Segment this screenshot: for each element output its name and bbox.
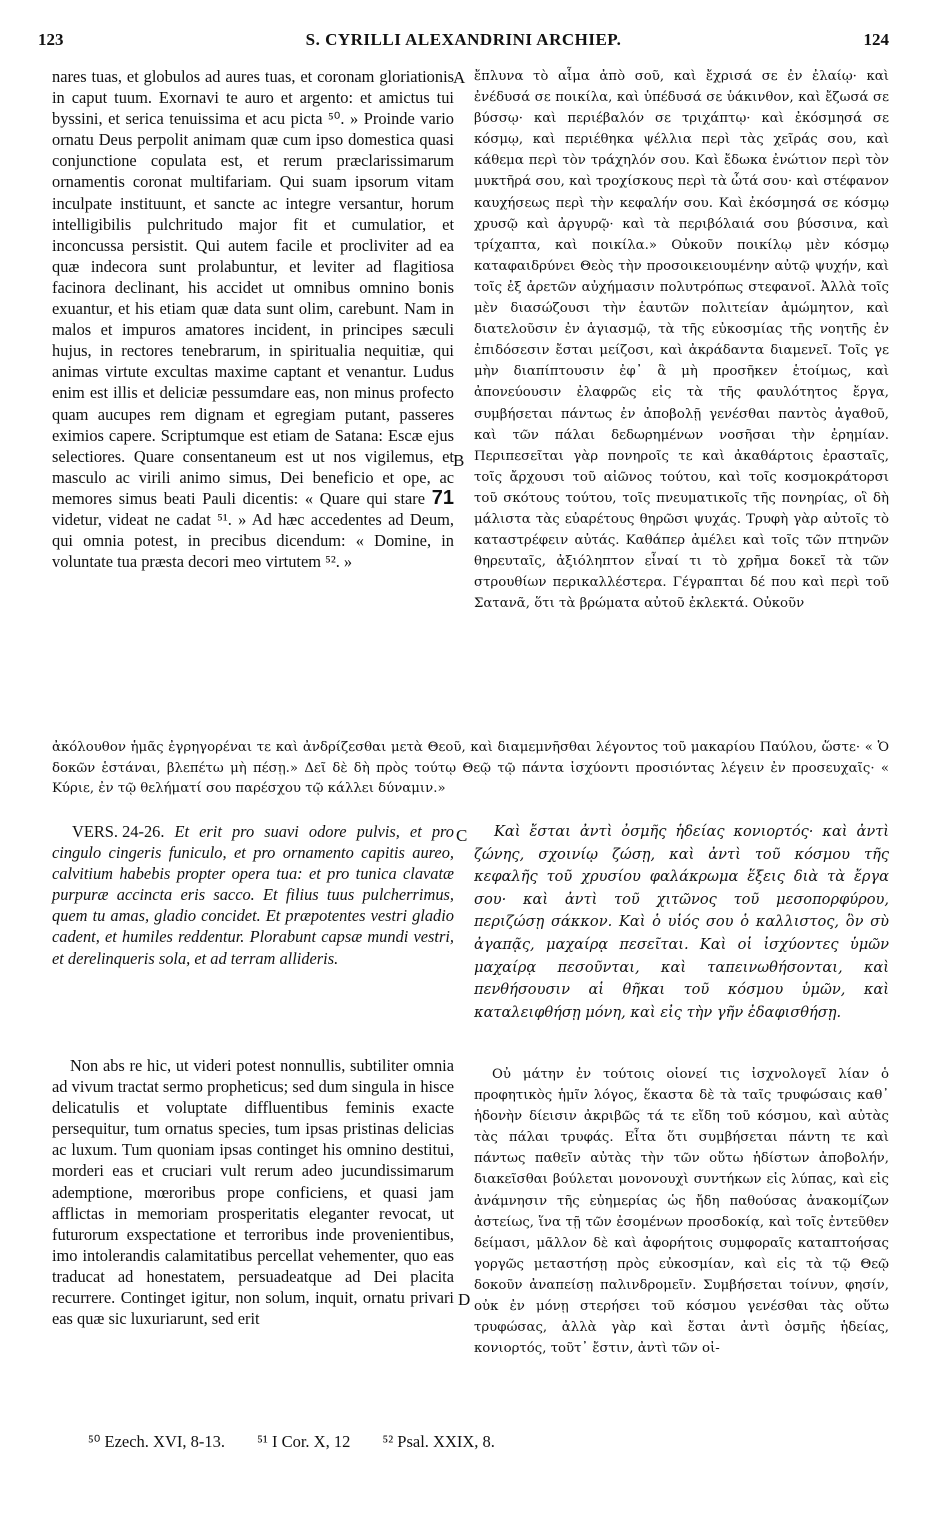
verse-label: VERS. 24-26. bbox=[72, 822, 165, 841]
greek-verse-column bbox=[474, 821, 889, 1024]
latin-column-bottom bbox=[52, 1055, 454, 1329]
latin-column-top bbox=[52, 66, 454, 572]
margin-mark-d: D bbox=[458, 1290, 471, 1309]
footnotes bbox=[88, 1432, 688, 1452]
greek-verse-text: Καὶ ἔσται ἀντὶ ὀσμῆς ἡδείας κονιορτός· καὶ ἀντὶ ζώνης, σχοινίῳ ζώσῃ, καὶ ἀντὶ τοῦ κόσμου τῆς κεφαλῆς τοῦ χρυσίου φαλάκρωμα ἕξεις διὰ τὰ ἔργα σου· καὶ ἀντὶ τοῦ χιτῶνος τοῦ μεσοπορφύρου, περιζώσῃ σάκκον. Καὶ ὁ υἱός σου ὁ καλλιστος, ὃν σὺ ἀγαπᾷς, μαχαίρᾳ πεσεῖται. Καὶ οἱ ἰσχύοντες ὑμῶν μαχαίρᾳ πεσοῦνται, καὶ ταπεινωθήσονται, καὶ πενθήσουσιν αἱ θῆκαι τοῦ κόσμου ὑμῶν, καὶ καταλειφθήσῃ μόνη, καὶ εἰς τὴν γῆν ἐδαφισθήσῃ. bbox=[474, 823, 889, 1021]
greek-text-top: ἔπλυνα τὸ αἷμα ἀπὸ σοῦ, καὶ ἔχρισά σε ἐν ἐλαίῳ· καὶ ἐνέδυσά σε ποικίλα, καὶ ὑπέδυσά σε ὑάκινθον, καὶ ἔζωσά σε βύσσῳ· καὶ περιέβαλόν σε τριχάπτῳ· καὶ ἐκόσμησά σε κόσμῳ, καὶ περιέθηκα ψέλλια περὶ τὰς χεῖράς σου, καὶ κάθεμα περὶ τὸν τράχηλόν σου. Καὶ ἔδωκα ἐνώτιον περὶ τὸν μυκτῆρά σου, καὶ τροχίσκους περὶ τὰ ὦτά σου· καὶ στέφανον καυχήσεως περὶ τὴν κεφαλήν σου. Καὶ ἐκόσμησά σε κόσμῳ χρυσῷ καὶ ἀργυρῷ· καὶ τὰ περιβόλαιά σου βύσσινα, καὶ τρίχαπτα, καὶ ποικίλα.» Οὐκοῦν ποικίλῳ μὲν κόσμῳ καταφαιδρύνει Θεὸς τὴν προσοικειουμένην αὐτῷ ψυχήν, καὶ τοῖς ἐξ ἀρετῶν αὐχήμασιν πολυτρόπως στεφανοῖ. Ἀλλὰ τοῖς μὲν διασώζουσι τὴν ἑαυτῶν πολιτείαν ἀμώμητον, καὶ διατελοῦσιν ἐν ἁγιασμῷ, τὰ τῆς εὐκοσμίας τῆς νοητῆς ἐν ἐπιδόσεσιν ἔσται μείζοσι, καὶ ἀκράδαντα διαμενεῖ. Τοῖς γε μὴν διαπίπτουσιν ἐφ᾽ ἃ μὴ προσῆκεν ἑτοίμως, καὶ ἀπονεύουσιν ἐλαφρῶς εἰς τὰ τῆς φαυλότητος ἔργα, συμβήσεται πάντως ἐν ἀποβολῇ γενέσθαι παντὸς ἀγαθοῦ, καὶ τῶν πάλαι δεδωρημένων νοσῆσαι τὴν ἐρημίαν. Περιπεσεῖται γὰρ πονηροῖς τε καὶ ἀκαθάρτοις ἐρασταῖς, τοῖς ἄρχουσι τοῦ αἰῶνος τούτου, καὶ τοῖς κοσμοκράτορσι τοῦ σκότους τούτου, τοῖς πνευματικοῖς τῆς πονηρίας, οἳ δὴ μάλιστα τὰς εὐαρέτους θηρῶσι ψυχάς. Τρυφὴ γὰρ αὐτοῖς τὸ καταστρέφειν αὐτάς. Καθάπερ ἀμέλει καὶ τοῖς τῶν πτηνῶν θηρευταῖς, ἀξιόληπτον εἶναί τι τὸ χρῆμα δοκεῖ τὰ τῶν στρουθίων περικαλλέστερα. Γέγραπται δέ που καὶ περὶ τοῦ Σατανᾶ, ὅτι τὰ βρώματα αὐτοῦ ἐκλεκτά. Οὐκοῦν bbox=[474, 69, 889, 612]
greek-full-text: ἀκόλουθον ἡμᾶς ἐγρηγορέναι τε καὶ ἀνδρίζεσθαι μετὰ Θεοῦ, καὶ διαμεμνῆσθαι λέγοντος τοῦ μακαρίου Παύλου, ὥστε· « Ὁ δοκῶν ἑστάναι, βλεπέτω μὴ πέσῃ.» Δεῖ δὲ δὴ πρὸς τούτῳ Θεῷ τῷ πάντα ἰσχύοντι προσιόντας λέγειν ἐν προσευχαῖς· « Κύριε, ἐν τῷ θελήματί σου παρέσχου τῷ κάλλει δύναμιν.» bbox=[52, 740, 889, 797]
page-number-left: 123 bbox=[38, 30, 64, 49]
page-number-right: 124 bbox=[863, 30, 889, 49]
latin-text-top-end: videtur, videat ne cadat ⁵¹. » Ad hæc accedentes ad Deum, qui omnia potest, in precibus dicendum: « Domine, in voluntate tua præsta decori meo virtutem ⁵². » bbox=[52, 509, 454, 572]
footnote-51: ⁵¹ I Cor. X, 12 bbox=[257, 1432, 351, 1451]
greek-column-top bbox=[474, 66, 889, 614]
running-title: S. CYRILLI ALEXANDRINI ARCHIEP. bbox=[305, 30, 622, 49]
latin-verse-column bbox=[52, 821, 454, 969]
greek-full-width-text bbox=[52, 738, 889, 800]
margin-mark-a: A bbox=[453, 68, 466, 87]
running-header bbox=[38, 30, 889, 56]
latin-text-bottom: Non abs re hic, ut videri potest nonnullis, subtiliter omnia ad vivum tractat sermo propheticus; sed dum singula in hisce delicatulis et voluptate diffluentibus feminis exacte persequitur, tum ornatus species, tum ipsas pristinas delicias ac luxum. Tum quoniam ipsas continget his omnino destitui, morderi eas et cruciari vult rerum adeo jucundissimarum ademptione, mœroribus prope conficiens, et quasi jam afflictas in memoriam prosperitatis eleganter revocat, ut futurorum exspectatione et terroribus inde provenientibus, imo intolerandis calamitatibus percellat vehementer, quo eas traducat ad honestatem, persuadeatque ad Dei placita recurrere. Continget igitur, non solum, inquit, ornatu privari eas quæ sic luxuriarunt, sed erit bbox=[52, 1056, 454, 1329]
column-page-number: 71 bbox=[431, 486, 454, 509]
latin-verse-text: Et erit pro suavi odore pulvis, et pro cingulo cingeris funiculo, et pro ornamento capitis aureo, calvitium habebis propter opera tua: et pro tunica clavatæ purpuræ accincta eris sacco. Et filius tuus pulcherrimus, quem tu amas, gladio concidet. Et præpotentes vestri gladio cadent, et humiles reddentur. Plorabunt capsæ mundi vestri, et derelinqueris sola, et ad terram allideris. bbox=[52, 822, 454, 968]
margin-mark-c: C bbox=[456, 826, 468, 845]
greek-column-bottom bbox=[474, 1064, 889, 1359]
footnote-50: ⁵⁰ Ezech. XVI, 8-13. bbox=[88, 1432, 225, 1451]
latin-text-top: nares tuas, et globulos ad aures tuas, et coronam gloriationis in caput tuum. Exornavi te auro et argento: et amictus tui byssini, et serica tenuissima et acu picta ⁵⁰. » Proinde vario ornatu Deus perpolit animam quæ cum ipso domestica quasi conjunctione copulata est, et rerum præclarissimarum ornamentis coronat multifariam. Qui suam ipsorum vitam inculpate instituunt, et sancte ac integre versantur, horum intelligibilis pulchritudo major fit et cumulatior, et inconcussa persistit. Qui autem facile et procliviter ad ea quæ indecora sunt prolabuntur, et leviter ad flagitiosa facinora declinant, his accidet ut omnibus omnino bonis exuantur, et his etiam quæ data sunt olim, carebunt. Nam in malos et impuros amatores incident, in principes sæculi hujus, in rectores tenebrarum, in spiritualia nequitiæ, qui animas virtute excultas maxime captant et venantur. Ludus enim est illis et deliciæ pessumdare eas, non minus profecto quam aucupes rem dignam et egregiam putant, passeres eximios capere. Scriptumque est etiam de Satana: Escæ ejus selectiores. Quare consentaneum est ut nos vigilemus, et masculo ac virili animo simus, Dei beneficio et ope, ac memores simus beati Pauli dicentis: « Quare qui stare bbox=[52, 67, 454, 508]
greek-text-bottom: Οὐ μάτην ἐν τούτοις οἱονεί τις ἰσχνολογεῖ λίαν ὁ προφητικὸς ἡμῖν λόγος, ἕκαστα δὲ τὰ ταῖς τρυφώσαις καθ᾽ ἡδονὴν δίεισιν ἀκριβῶς τά τε εἴδη τοῦ κόσμου, καὶ αὐτὰς τὰς πάλαι τρυφάς. Εἶτα ὅτι συμβήσεται πάντη τε καὶ πάντως παθεῖν αὐτὰς τὴν τῶν οὕτω ἡδίστων ἀποβολήν, διακεῖσθαι βούλεται μονονουχὶ συντήκων εἰς λύπας, καὶ εἰς ἀνάμνησιν τῆς εὐημερίας ὡς ἤδη παθούσας ἀνακομίζων ἀστείως, ἵνα τῇ τῶν ἐσομένων προσδοκίᾳ, καὶ τοῖς ἐντεῦθεν δείμασι, μᾶλλον δὲ καὶ ἀφορήτοις συμφοραῖς καταπτοήσας γοργῶς μεταστήσῃ πρὸς εὐκοσμίαν, καὶ εἰς τὰ τῷ Θεῷ δοκοῦν ἀναπείσῃ παλινδρομεῖν. Συμβήσεται τοίνυν, φησίν, οὐκ ἐν μόνῃ στερήσει τοῦ κόσμου γενέσθαι τὰς οὕτω τρυφώσας, ἀλλὰ γὰρ καὶ ἔσται ἀντὶ ὀσμῆς ἡδείας, κονιορτός, τοῦτ᾽ ἔστιν, ἀντὶ τῶν οἰ- bbox=[474, 1067, 889, 1357]
margin-mark-b: B bbox=[453, 451, 465, 470]
footnote-52: ⁵² Psal. XXIX, 8. bbox=[382, 1432, 495, 1451]
